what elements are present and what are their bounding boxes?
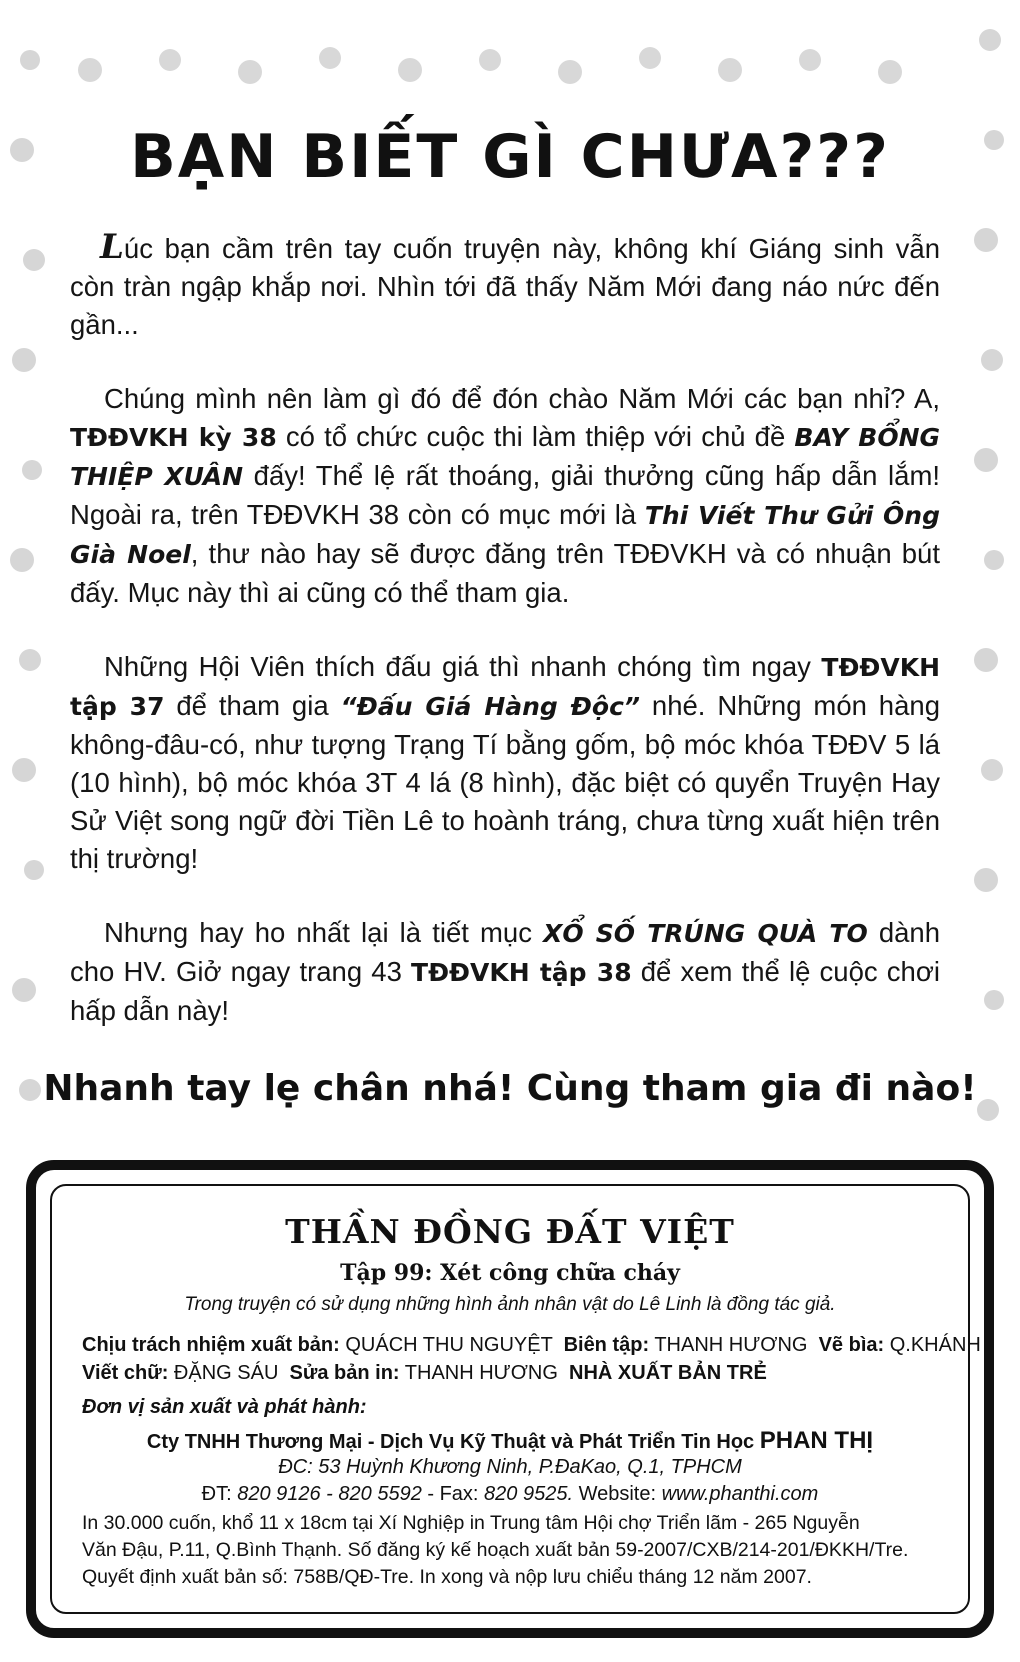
proof-label: Sửa bản in: xyxy=(289,1362,400,1384)
phone-value: 820 9126 - 820 5592 xyxy=(237,1483,422,1505)
lettering-value: ĐẶNG SÁU xyxy=(173,1362,279,1384)
highlight-auction: “Đấu Giá Hàng Độc” xyxy=(340,692,641,721)
producer-label: Đơn vị sản xuất và phát hành: xyxy=(82,1396,367,1418)
print-info-line-3: Quyết định xuất bản số: 758B/QĐ-Tre. In xong và nộp lưu chiểu tháng 12 năm 2007. xyxy=(82,1566,812,1588)
highlight-lottery: XỔ SỐ TRÚNG QUÀ TO xyxy=(543,919,868,948)
paragraph-text: , thư nào hay sẽ được đăng trên TĐĐVKH và có nhuận bút đấy. Mục này thì ai cũng có thể tham gia. xyxy=(70,538,940,608)
editor-value: THANH HƯƠNG xyxy=(654,1334,808,1356)
coauthor-note: Trong truyện có sử dụng những hình ảnh nhân vật do Lê Linh là đồng tác giả. xyxy=(184,1294,836,1315)
company-brand: PHAN THỊ xyxy=(759,1427,874,1454)
paragraph-text: để tham gia xyxy=(164,690,341,721)
paragraph-text: nhé. Những món hàng không-đâu-có, như tượng Trạng Tí bằng gốm, bộ móc khóa TĐĐV 5 lá (10 hình), bộ móc khóa 3T 4 lá (8 hình), đặc biệt có quyển Truyện Hay Sử Việt song ngữ đời Tiền Lê to hoành tráng, chưa từng xuất hiện trên thị trường! xyxy=(70,690,940,874)
slogan: Nhanh tay lẹ chân nhá! Cùng tham gia đi nào! xyxy=(43,1068,977,1109)
highlight-letter-contest: Thi Viết Thư Gửi Ông Già Noel xyxy=(70,501,940,569)
highlight-issue: TĐĐVKH kỳ 38 xyxy=(70,423,277,452)
top-border-decoration xyxy=(60,0,960,115)
fax-value: 820 9525. xyxy=(484,1483,574,1505)
company-name: Cty TNHH Thương Mại - Dịch Vụ Kỹ Thuật và Phát Triển Tin Học xyxy=(146,1431,755,1453)
paragraph-text: Những Hội Viên thích đấu giá thì nhanh chóng tìm ngay xyxy=(104,651,822,682)
paragraph-text: đấy! Thể lệ rất thoáng, giải thưởng cũng hấp dẫn lắm! Ngoài ra, trên TĐĐVKH 38 còn có mục mới là xyxy=(70,460,940,530)
highlight-issue: TĐĐVKH tập 38 xyxy=(411,958,632,987)
highlight-issue: TĐĐVKH tập 37 xyxy=(70,653,940,721)
proof-value: THANH HƯƠNG xyxy=(404,1362,558,1384)
paragraph-text: dành cho HV. Giở ngay trang 43 xyxy=(70,917,940,987)
credits-row-1 xyxy=(82,1334,984,1357)
volume-subtitle: Tập 99: Xét công chữa cháy xyxy=(340,1260,680,1286)
responsible-value: QUÁCH THU NGUYỆT xyxy=(345,1334,553,1356)
paragraph-auction xyxy=(70,648,940,878)
drop-cap: L xyxy=(100,227,124,267)
paragraph-intro xyxy=(70,228,940,344)
editor-label: Biên tập: xyxy=(563,1334,650,1356)
cover-label: Vẽ bìa: xyxy=(818,1334,885,1356)
page-title: BẠN BIẾT GÌ CHƯA??? xyxy=(130,122,890,192)
highlight-contest: BAY BỔNG THIỆP XUÂN xyxy=(70,423,941,491)
company-row xyxy=(36,1427,984,1455)
responsible-label: Chịu trách nhiệm xuất bản: xyxy=(82,1334,340,1356)
cover-value: Q.KHÁNH xyxy=(889,1334,981,1356)
paragraph-text: có tổ chức cuộc thi làm thiệp với chủ đề xyxy=(276,421,795,452)
series-title: THẦN ĐỒNG ĐẤT VIỆT xyxy=(285,1212,735,1251)
paragraph-new-year xyxy=(70,380,940,612)
lettering-label: Viết chữ: xyxy=(82,1362,169,1384)
paragraph-lottery xyxy=(70,914,940,1030)
credits-row-2 xyxy=(82,1362,984,1385)
imprint-box xyxy=(26,1160,994,1638)
website-label: Website: xyxy=(573,1483,657,1505)
article-body xyxy=(70,228,940,1066)
paragraph-text: Chúng mình nên làm gì đó để đón chào Năm Mới các bạn nhỉ? A, xyxy=(104,383,940,414)
paragraph-text: úc bạn cầm trên tay cuốn truyện này, không khí Giáng sinh vẫn còn tràn ngập khắp nơi. Nhìn tới đã thấy Năm Mới đang náo nức đến gần... xyxy=(70,233,940,340)
phone-label: ĐT: xyxy=(201,1483,232,1505)
website-value: www.phanthi.com xyxy=(661,1483,819,1505)
contact-row xyxy=(36,1483,984,1506)
publisher-name: NHÀ XUẤT BẢN TRẺ xyxy=(569,1362,767,1384)
print-info-line-1: In 30.000 cuốn, khổ 11 x 18cm tại Xí Nghiệp in Trung tâm Hội chợ Triển lãm - 265 Nguyễn xyxy=(82,1512,860,1534)
print-info-line-2: Văn Đậu, P.11, Q.Bình Thạnh. Số đăng ký kế hoạch xuất bản 59-2007/CXB/214-201/ĐKKH/Tre. xyxy=(82,1539,909,1561)
company-address: ĐC: 53 Huỳnh Khương Ninh, P.ĐaKao, Q.1, TPHCM xyxy=(278,1456,742,1478)
paragraph-text: Nhưng hay ho nhất lại là tiết mục xyxy=(104,917,544,948)
paragraph-text: để xem thể lệ cuộc chơi hấp dẫn này! xyxy=(70,956,940,1026)
fax-label: - Fax: xyxy=(421,1483,479,1505)
